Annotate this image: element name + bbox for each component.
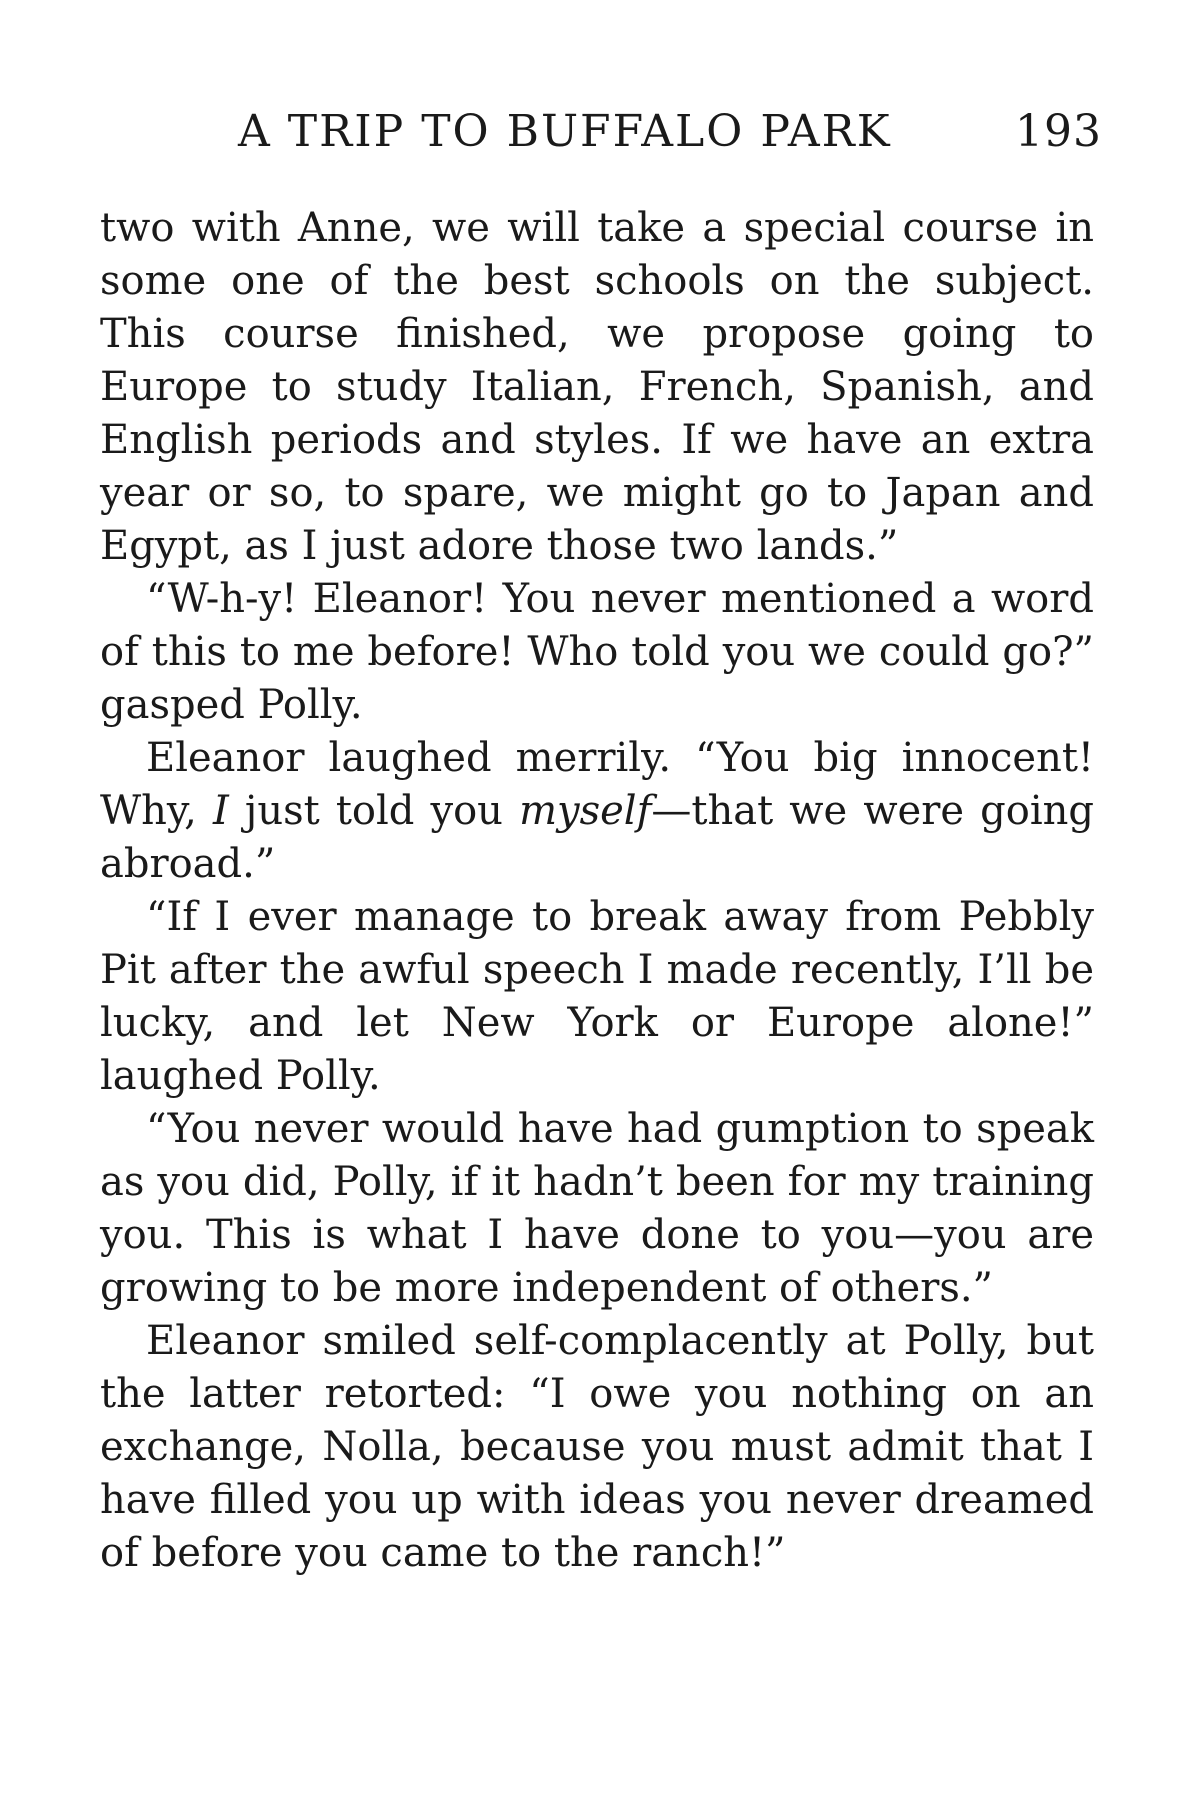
paragraph-3-part-3: —that we were going abroad.” xyxy=(100,788,1094,887)
italic-i: I xyxy=(213,788,229,834)
paragraph-3 xyxy=(100,732,1094,891)
italic-myself: myself xyxy=(519,788,652,834)
running-title: A TRIP TO BUFFALO PARK xyxy=(238,106,892,157)
body-text xyxy=(100,202,1094,1580)
page-header xyxy=(238,106,1102,166)
paragraph-5: “You never would have had gumption to speak as you did, Polly, if it hadn’t been for my training you. This is what I have done to you—you are growing to be more independent of others.” xyxy=(100,1106,1094,1311)
paragraph-3-part-1: Eleanor laughed merrily. “You big innocent! Why, xyxy=(100,735,1094,834)
paragraph-1: two with Anne, we will take a special course in some one of the best schools on the subject. This course finished, we propose going to Europe to study Italian, French, Spanish, and English periods and styles. If we have an extra year or so, to spare, we might go to Japan and Egypt, as I just adore those two lands.” xyxy=(100,205,1094,569)
page-number: 193 xyxy=(1015,106,1102,157)
paragraph-4: “If I ever manage to break away from Pebbly Pit after the awful speech I made recently, I’ll be lucky, and let New York or Europe alone!” laughed Polly. xyxy=(100,894,1094,1099)
paragraph-6: Eleanor smiled self-complacently at Polly, but the latter retorted: “I owe you nothing on an exchange, Nolla, because you must admit that I have filled you up with ideas you never dreamed of before you came to the ranch!” xyxy=(100,1318,1094,1576)
paragraph-2: “W-h-y! Eleanor! You never mentioned a word of this to me before! Who told you we could go?” gasped Polly. xyxy=(100,576,1094,728)
paragraph-3-part-2: just told you xyxy=(228,788,520,834)
